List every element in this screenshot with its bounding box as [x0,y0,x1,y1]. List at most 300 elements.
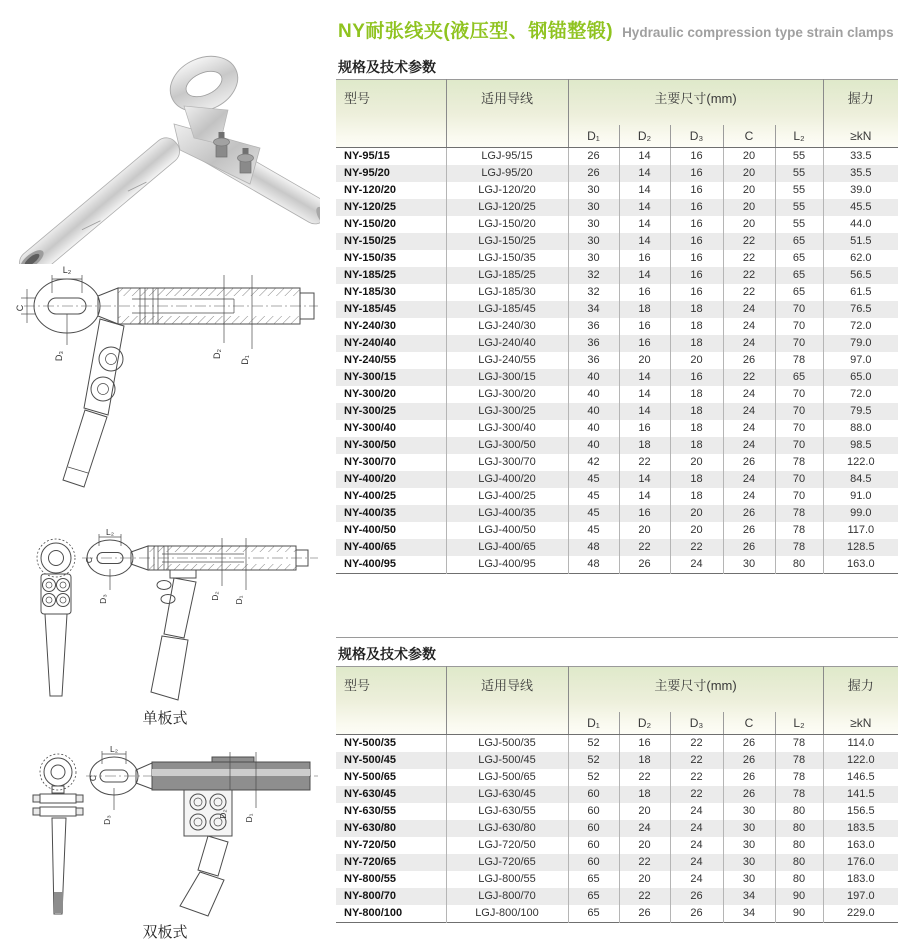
col-grip-unit: ≥kN [823,125,898,148]
cell-c: 34 [723,888,775,905]
cell-c: 22 [723,267,775,284]
cell-d3: 16 [670,250,723,267]
col-d3: D₃ [670,712,723,735]
col-grip: 握力 [823,80,898,126]
cell-conductor: LGJ-300/15 [446,369,568,386]
cell-d2: 18 [619,786,670,803]
cell-d3: 22 [670,752,723,769]
cell-grip: 35.5 [823,165,898,182]
cell-d2: 20 [619,803,670,820]
table1-body [336,148,898,574]
dim-label-d1: D₁ [234,595,244,605]
cell-d1: 48 [568,539,619,556]
cell-d2: 14 [619,386,670,403]
cell-model: NY-630/45 [344,788,396,800]
cell-model: NY-300/40 [344,422,396,434]
table-row [336,837,898,854]
cell-model: NY-240/40 [344,337,396,349]
cell-d2: 20 [619,871,670,888]
dim-label-d2: D₂ [210,591,220,601]
cell-l2: 70 [775,403,823,420]
cell-d1: 40 [568,403,619,420]
cell-l2: 70 [775,301,823,318]
cell-c: 24 [723,403,775,420]
cell-model: NY-630/55 [344,805,396,817]
cell-l2: 65 [775,250,823,267]
cell-l2: 65 [775,233,823,250]
cell-c: 26 [723,522,775,539]
table-row [336,403,898,420]
cell-conductor: LGJ-300/20 [446,386,568,403]
table-row [336,769,898,786]
col-d3: D₃ [670,125,723,148]
cell-d2: 22 [619,888,670,905]
cell-l2: 80 [775,871,823,888]
cell-l2: 65 [775,284,823,301]
cell-d1: 45 [568,471,619,488]
table2-body [336,735,898,923]
cell-conductor: LGJ-800/100 [446,905,568,923]
cell-l2: 80 [775,837,823,854]
cell-d3: 16 [670,233,723,250]
cell-d2: 16 [619,420,670,437]
cell-d2: 22 [619,454,670,471]
cell-d1: 40 [568,420,619,437]
table-row [336,148,898,166]
cell-grip: 33.5 [823,148,898,166]
cell-conductor: LGJ-185/30 [446,284,568,301]
cell-d3: 20 [670,454,723,471]
cell-c: 26 [723,769,775,786]
cell-grip: 156.5 [823,803,898,820]
cell-d1: 30 [568,199,619,216]
cell-d1: 42 [568,454,619,471]
table-row [336,556,898,574]
cell-conductor: LGJ-120/25 [446,199,568,216]
cell-d1: 32 [568,284,619,301]
cell-c: 20 [723,199,775,216]
cell-conductor: LGJ-300/25 [446,403,568,420]
dim-label-l2: L₂ [62,265,72,275]
cell-d1: 30 [568,182,619,199]
cell-l2: 65 [775,267,823,284]
cell-d2: 14 [619,471,670,488]
cell-l2: 80 [775,556,823,574]
cell-conductor: LGJ-630/80 [446,820,568,837]
cell-d1: 30 [568,233,619,250]
cell-l2: 70 [775,420,823,437]
cell-model: NY-300/70 [344,456,396,468]
cell-conductor: LGJ-240/30 [446,318,568,335]
cell-d3: 24 [670,871,723,888]
cell-d1: 65 [568,871,619,888]
page-subtitle: Hydraulic compression type strain clamps [622,25,894,40]
cell-d2: 14 [619,182,670,199]
table-row [336,182,898,199]
cell-model: NY-400/50 [344,524,396,536]
cell-d1: 36 [568,318,619,335]
cell-conductor: LGJ-240/55 [446,352,568,369]
col-conductor: 适用导线 [446,667,568,735]
cell-grip: 65.0 [823,369,898,386]
cell-l2: 78 [775,522,823,539]
cell-c: 30 [723,837,775,854]
dim-label-c: C [15,304,25,312]
cell-model: NY-400/35 [344,507,396,519]
cell-c: 20 [723,148,775,166]
table-row [336,318,898,335]
cell-d3: 26 [670,905,723,923]
dim-label-l2: L₂ [109,744,119,754]
cell-d3: 20 [670,505,723,522]
cell-grip: 99.0 [823,505,898,522]
cell-d3: 20 [670,522,723,539]
cell-l2: 78 [775,352,823,369]
cell-d1: 65 [568,888,619,905]
cell-grip: 197.0 [823,888,898,905]
caption-single-plate: 单板式 [142,710,188,727]
cell-d1: 60 [568,854,619,871]
cell-c: 24 [723,386,775,403]
cell-l2: 80 [775,820,823,837]
table-row [336,216,898,233]
cell-d1: 52 [568,752,619,769]
cell-d1: 36 [568,352,619,369]
cell-conductor: LGJ-400/50 [446,522,568,539]
table-row [336,888,898,905]
cell-conductor: LGJ-500/45 [446,752,568,769]
cell-conductor: LGJ-500/65 [446,769,568,786]
cell-grip: 97.0 [823,352,898,369]
cell-conductor: LGJ-400/65 [446,539,568,556]
cell-model: NY-300/20 [344,388,396,400]
caption-double-plate: 双板式 [142,924,188,941]
cell-d3: 24 [670,820,723,837]
cell-d2: 22 [619,769,670,786]
cell-conductor: LGJ-400/20 [446,471,568,488]
cell-l2: 80 [775,803,823,820]
table-row [336,284,898,301]
cell-c: 34 [723,905,775,923]
cell-model: NY-800/70 [344,890,396,902]
cell-model: NY-240/55 [344,354,396,366]
cell-d3: 24 [670,854,723,871]
cell-c: 26 [723,786,775,803]
cell-d2: 14 [619,267,670,284]
double-plate-type-drawing [12,744,322,919]
cell-model: NY-185/45 [344,303,396,315]
cell-d1: 30 [568,216,619,233]
cell-conductor: LGJ-400/95 [446,556,568,574]
cell-d1: 30 [568,250,619,267]
cell-d1: 40 [568,437,619,454]
cell-d2: 16 [619,505,670,522]
cell-grip: 98.5 [823,437,898,454]
cell-l2: 70 [775,488,823,505]
cell-model: NY-400/65 [344,541,396,553]
cell-d2: 16 [619,335,670,352]
cell-d1: 45 [568,488,619,505]
cell-l2: 70 [775,318,823,335]
cell-d2: 14 [619,199,670,216]
col-c: C [723,712,775,735]
cell-l2: 55 [775,199,823,216]
table-row [336,522,898,539]
cell-grip: 51.5 [823,233,898,250]
col-grip: 握力 [823,667,898,713]
cell-c: 30 [723,556,775,574]
cell-c: 22 [723,250,775,267]
cell-conductor: LGJ-800/55 [446,871,568,888]
cell-d1: 36 [568,335,619,352]
cell-c: 24 [723,301,775,318]
table-row [336,386,898,403]
cell-d1: 45 [568,522,619,539]
cell-d1: 60 [568,803,619,820]
cell-c: 24 [723,471,775,488]
cell-model: NY-95/15 [344,150,390,162]
table-row [336,735,898,753]
cell-d1: 65 [568,905,619,923]
dim-label-c: C [88,774,98,782]
cell-d3: 24 [670,803,723,820]
cell-grip: 62.0 [823,250,898,267]
cell-c: 24 [723,488,775,505]
cell-grip: 229.0 [823,905,898,923]
cell-c: 30 [723,820,775,837]
cell-c: 30 [723,803,775,820]
cell-model: NY-300/25 [344,405,396,417]
cell-conductor: LGJ-800/70 [446,888,568,905]
cell-l2: 70 [775,437,823,454]
cell-d2: 14 [619,148,670,166]
cell-model: NY-720/65 [344,856,396,868]
cell-l2: 78 [775,752,823,769]
cell-d1: 52 [568,735,619,753]
cell-l2: 80 [775,854,823,871]
col-dimensions: 主要尺寸(mm) [568,80,823,126]
cell-d3: 16 [670,284,723,301]
table2-header [336,667,898,735]
cell-model: NY-500/35 [344,737,396,749]
cell-grip: 79.0 [823,335,898,352]
cell-model: NY-400/25 [344,490,396,502]
cell-d3: 24 [670,556,723,574]
table-row [336,539,898,556]
spec-table-2 [336,666,898,923]
cell-d1: 48 [568,556,619,574]
cell-d2: 18 [619,752,670,769]
cell-model: NY-500/45 [344,754,396,766]
cell-d3: 16 [670,165,723,182]
cell-d1: 60 [568,837,619,854]
col-model: 型号 [336,80,446,148]
cell-model: NY-300/15 [344,371,396,383]
clamp-left-arm [15,133,185,264]
cell-d3: 22 [670,786,723,803]
cell-d2: 26 [619,556,670,574]
cell-model: NY-150/25 [344,235,396,247]
cell-grip: 122.0 [823,454,898,471]
cell-model: NY-185/30 [344,286,396,298]
table-row [336,420,898,437]
dim-label-d3: D₃ [98,594,108,604]
col-d2: D₂ [619,125,670,148]
cell-conductor: LGJ-240/40 [446,335,568,352]
cell-conductor: LGJ-95/20 [446,165,568,182]
cell-c: 26 [723,752,775,769]
cell-model: NY-630/80 [344,822,396,834]
col-model: 型号 [336,667,446,735]
strain-clamp-side-drawing [12,263,322,521]
cell-d3: 22 [670,769,723,786]
cell-c: 24 [723,437,775,454]
dim-label-d3: D₃ [54,350,64,362]
table-row [336,786,898,803]
cell-d3: 18 [670,386,723,403]
cell-c: 20 [723,216,775,233]
cell-conductor: LGJ-630/55 [446,803,568,820]
cell-d3: 24 [670,837,723,854]
cell-d2: 22 [619,854,670,871]
single-plate-type-drawing [12,528,322,706]
cell-d2: 14 [619,165,670,182]
cell-conductor: LGJ-400/35 [446,505,568,522]
cell-d3: 16 [670,369,723,386]
cell-d3: 20 [670,352,723,369]
cell-conductor: LGJ-300/70 [446,454,568,471]
table-row [336,165,898,182]
cell-d3: 26 [670,888,723,905]
cell-grip: 45.5 [823,199,898,216]
cell-grip: 114.0 [823,735,898,753]
cell-l2: 78 [775,735,823,753]
cell-model: NY-400/20 [344,473,396,485]
table-row [336,471,898,488]
cell-d3: 18 [670,437,723,454]
cell-conductor: LGJ-630/45 [446,786,568,803]
cell-d3: 18 [670,420,723,437]
cell-d3: 16 [670,267,723,284]
cell-model: NY-400/95 [344,558,396,570]
cell-l2: 78 [775,539,823,556]
cell-d1: 60 [568,786,619,803]
cell-d1: 26 [568,148,619,166]
cell-model: NY-120/25 [344,201,396,213]
cell-grip: 72.0 [823,318,898,335]
table-row [336,199,898,216]
cell-d3: 18 [670,318,723,335]
cell-d2: 14 [619,488,670,505]
table-row [336,233,898,250]
cell-model: NY-185/25 [344,269,396,281]
cell-l2: 78 [775,454,823,471]
cell-d2: 20 [619,352,670,369]
cell-model: NY-120/20 [344,184,396,196]
table-row [336,905,898,923]
cell-d1: 45 [568,505,619,522]
cell-c: 22 [723,233,775,250]
cell-d2: 22 [619,539,670,556]
table-row [336,437,898,454]
cell-d1: 26 [568,165,619,182]
cell-model: NY-300/50 [344,439,396,451]
cell-c: 26 [723,454,775,471]
cell-l2: 70 [775,386,823,403]
cell-d2: 16 [619,250,670,267]
cell-conductor: LGJ-185/25 [446,267,568,284]
cell-d2: 14 [619,216,670,233]
cell-grip: 146.5 [823,769,898,786]
cell-c: 20 [723,182,775,199]
cell-d1: 32 [568,267,619,284]
cell-d2: 14 [619,369,670,386]
cell-grip: 56.5 [823,267,898,284]
cell-grip: 163.0 [823,837,898,854]
page-header [338,16,894,43]
cell-d1: 40 [568,386,619,403]
cell-c: 24 [723,318,775,335]
cell-d3: 22 [670,539,723,556]
cell-c: 26 [723,352,775,369]
section-divider [336,637,898,638]
dim-label-d1: D₁ [244,813,254,823]
table-row [336,752,898,769]
table-row [336,803,898,820]
cell-c: 24 [723,420,775,437]
cell-d3: 16 [670,199,723,216]
table-row [336,335,898,352]
cell-model: NY-800/100 [344,907,403,919]
cell-l2: 78 [775,786,823,803]
cell-c: 24 [723,335,775,352]
cell-l2: 70 [775,471,823,488]
cell-conductor: LGJ-150/20 [446,216,568,233]
cell-conductor: LGJ-720/50 [446,837,568,854]
table-row [336,505,898,522]
col-d1: D₁ [568,712,619,735]
cell-l2: 78 [775,769,823,786]
cell-model: NY-800/55 [344,873,396,885]
cell-model: NY-720/50 [344,839,396,851]
cell-d2: 16 [619,318,670,335]
cell-c: 22 [723,284,775,301]
cell-d3: 16 [670,182,723,199]
table-row [336,250,898,267]
cell-model: NY-150/20 [344,218,396,230]
cell-c: 26 [723,505,775,522]
cell-grip: 88.0 [823,420,898,437]
col-d2: D₂ [619,712,670,735]
cell-d2: 20 [619,522,670,539]
cell-conductor: LGJ-400/25 [446,488,568,505]
cell-grip: 183.5 [823,820,898,837]
dim-label-d3: D₃ [102,815,112,825]
cell-conductor: LGJ-300/40 [446,420,568,437]
strain-clamp-product-photo [8,46,320,264]
cell-l2: 55 [775,165,823,182]
col-c: C [723,125,775,148]
cell-model: NY-240/30 [344,320,396,332]
cell-d3: 16 [670,148,723,166]
cell-grip: 72.0 [823,386,898,403]
cell-grip: 76.5 [823,301,898,318]
dim-label-d1: D₁ [240,355,250,365]
cell-grip: 176.0 [823,854,898,871]
cell-grip: 183.0 [823,871,898,888]
cell-d3: 18 [670,403,723,420]
cell-d2: 18 [619,437,670,454]
